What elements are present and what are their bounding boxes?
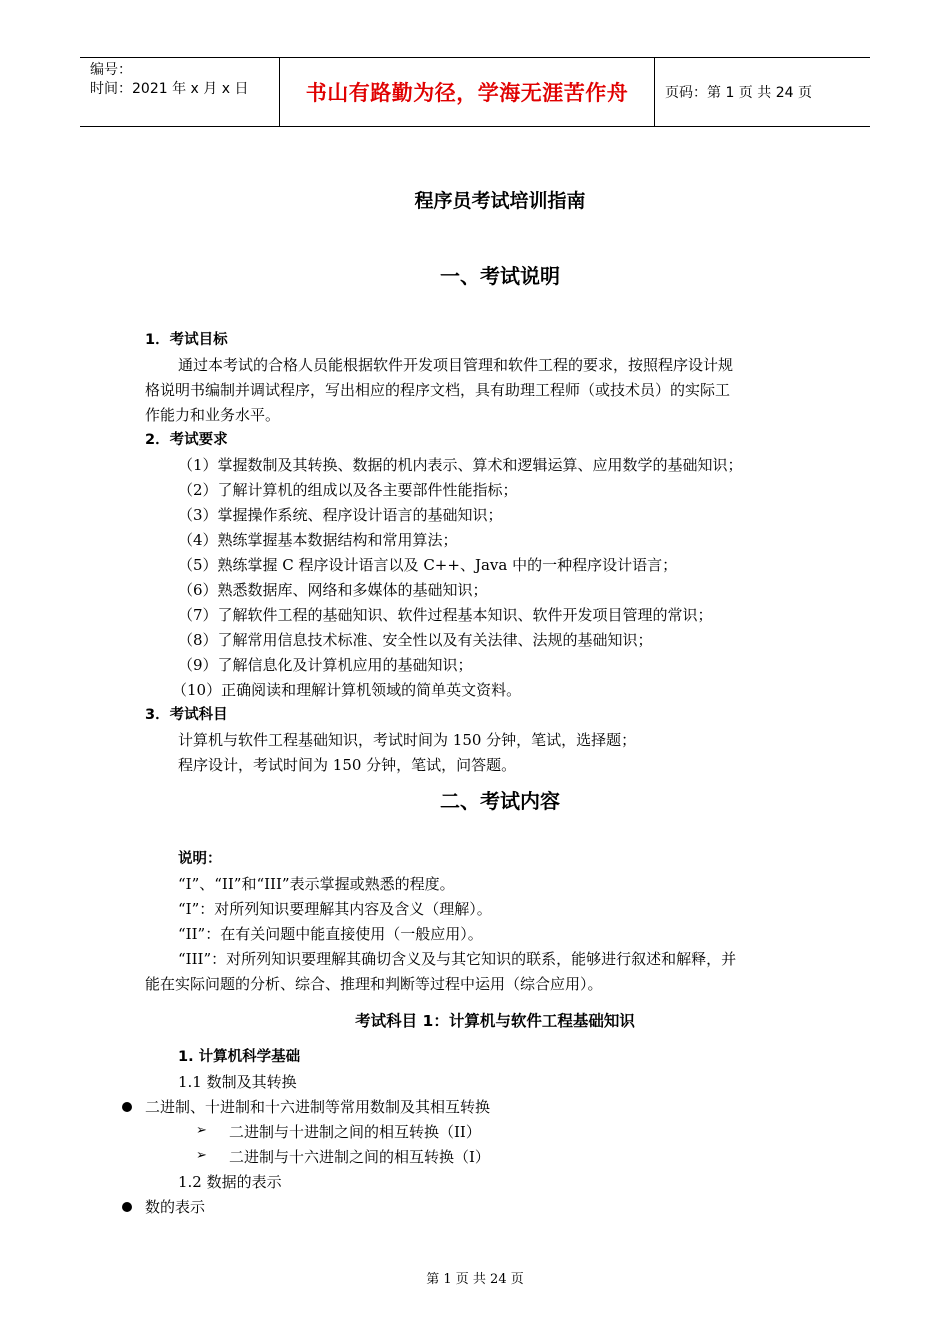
- bullet-item: 数的表示: [145, 1198, 206, 1216]
- requirement-item: （9）了解信息化及计算机应用的基础知识；: [178, 656, 473, 674]
- motto: 书山有路勤为径，学海无涯苦作舟: [280, 58, 655, 126]
- goal-line-1: 通过本考试的合格人员能根据软件开发项目管理和软件工程的要求，按照程序设计规: [178, 356, 734, 374]
- requirement-item: （10）正确阅读和理解计算机领域的简单英文资料。: [172, 681, 522, 699]
- subsection-1-1: 1.1 数制及其转换: [178, 1073, 297, 1091]
- subjects-heading: 3．考试科目: [145, 707, 228, 723]
- arrow-right-icon: ➢: [196, 1123, 207, 1138]
- note-line-5: 能在实际问题的分析、综合、推理和判断等过程中运用（综合应用）。: [145, 975, 603, 993]
- subsection-1-2: 1.2 数据的表示: [178, 1173, 282, 1191]
- arrow-right-icon: ➢: [196, 1148, 207, 1163]
- requirements-heading: 2．考试要求: [145, 432, 228, 448]
- requirement-item: （2）了解计算机的组成以及各主要部件性能指标；: [178, 481, 518, 499]
- note-line-1: “I”、“II”和“III”表示掌握或熟悉的程度。: [178, 875, 455, 893]
- requirement-item: （5）熟练掌握 C 程序设计语言以及 C++、Java 中的一种程序设计语言；: [178, 556, 678, 574]
- goal-line-3: 作能力和业务水平。: [145, 406, 281, 424]
- page-footer: 第 1 页 共 24 页: [426, 1272, 524, 1287]
- note-line-3: “II”：在有关问题中能直接使用（一般应用）。: [178, 925, 483, 943]
- page-label: 页码：第 1 页 共 24 页: [665, 85, 812, 101]
- subject-line-1: 计算机与软件工程基础知识，考试时间为 150 分钟，笔试，选择题；: [178, 731, 637, 749]
- goal-heading: 1．考试目标: [145, 332, 228, 348]
- arrow-item: 二进制与十进制之间的相互转换（II）: [229, 1123, 481, 1141]
- time-label: 时间：2021 年 x 月 x 日: [90, 81, 249, 97]
- requirement-item: （8）了解常用信息技术标准、安全性以及有关法律、法规的基础知识；: [178, 631, 653, 649]
- cs-heading: 1. 计算机科学基础: [178, 1049, 301, 1065]
- document-title: 程序员考试培训指南: [414, 190, 586, 212]
- note-line-4: “III”：对所列知识要理解其确切含义及与其它知识的联系，能够进行叙述和解释，并: [178, 950, 737, 968]
- number-label: 编号：: [90, 62, 132, 78]
- requirement-item: （7）了解软件工程的基础知识、软件过程基本知识、软件开发项目管理的常识；: [178, 606, 713, 624]
- bullet-dot-icon: [122, 1102, 132, 1112]
- requirement-item: （1）掌握数制及其转换、数据的机内表示、算术和逻辑运算、应用数学的基础知识；: [178, 456, 743, 474]
- requirement-item: （3）掌握操作系统、程序设计语言的基础知识；: [178, 506, 503, 524]
- header-table: [80, 57, 870, 127]
- subject-line-2: 程序设计，考试时间为 150 分钟，笔试，问答题。: [178, 756, 517, 774]
- subject-1-title: 考试科目 1：计算机与软件工程基础知识: [355, 1012, 635, 1030]
- note-line-2: “I”：对所列知识要理解其内容及含义（理解）。: [178, 900, 492, 918]
- goal-line-2: 格说明书编制并调试程序，写出相应的程序文档，具有助理工程师（或技术员）的实际工: [145, 381, 731, 399]
- bullet-item: 二进制、十进制和十六进制等常用数制及其相互转换: [145, 1098, 491, 1116]
- requirement-item: （4）熟练掌握基本数据结构和常用算法；: [178, 531, 458, 549]
- header-meta-cell: [80, 58, 280, 126]
- section-1-title: 一、考试说明: [440, 264, 560, 288]
- note-heading: 说明：: [178, 851, 222, 867]
- arrow-item: 二进制与十六进制之间的相互转换（I）: [229, 1148, 490, 1166]
- requirement-item: （6）熟悉数据库、网络和多媒体的基础知识；: [178, 581, 488, 599]
- section-2-title: 二、考试内容: [440, 789, 560, 813]
- bullet-dot-icon: [122, 1202, 132, 1212]
